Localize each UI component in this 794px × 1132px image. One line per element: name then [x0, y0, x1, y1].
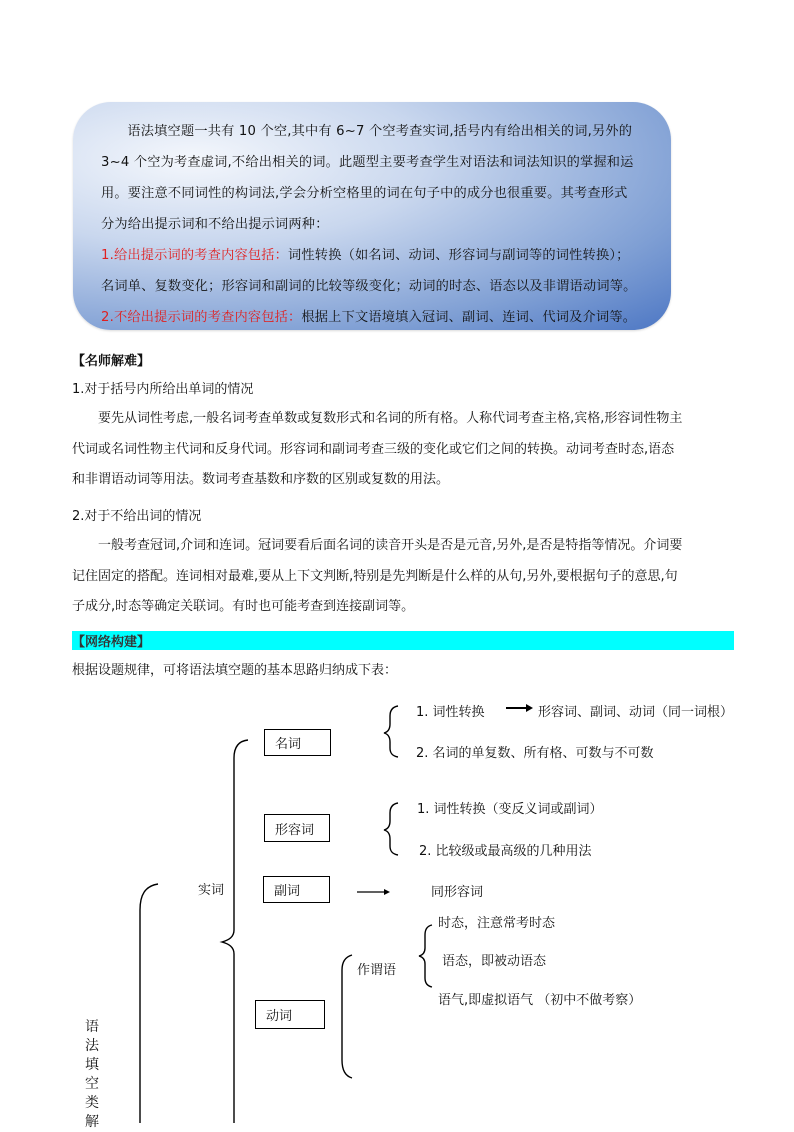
shici-brace: [222, 740, 248, 1123]
intro-line-3: 用。要注意不同词性的构词法,学会分析空格里的词在句子中的成分也很重要。其考查形式: [101, 186, 628, 201]
root-brace: [140, 884, 158, 1123]
verb-item-1: 时态，注意常考时态: [438, 916, 556, 931]
point-2-label: 2.不给出提示词的考查内容包括：: [101, 310, 302, 325]
para-1-line-3: 和非谓语动词等用法。数词考查基数和序数的区别或复数的用法。: [72, 472, 450, 487]
intro-line-2: 3~4 个空为考查虚词,不给出相关的词。此题型主要考查学生对语法和词法知识的掌握和运: [101, 155, 634, 170]
adj-label: 形容词: [275, 822, 315, 838]
point-1-label: 1.给出提示词的考查内容包括：: [101, 248, 289, 263]
adv-target: 同形容词: [431, 885, 484, 900]
teacher-sub-2: 2.对于不给出词的情况: [72, 509, 202, 524]
root-label: 语法填空类解: [85, 1019, 99, 1130]
noun-brace: [384, 706, 398, 757]
adv-label: 副词: [274, 884, 301, 899]
tense-brace: [419, 925, 432, 987]
noun-item-1-target: 形容词、副词、动词（同一词根）: [538, 705, 734, 720]
para-2-line-3: 子成分,时态等确定关联词。有时也可能考查到连接副词等。: [72, 599, 415, 614]
adj-box: [264, 814, 330, 842]
shici-label: 实词: [198, 883, 225, 898]
noun-arrow-head: [526, 704, 533, 712]
network-intro: 根据设题规律，可将语法填空题的基本思路归纳成下表：: [72, 663, 398, 678]
adv-arrow-head: [384, 889, 390, 895]
para-1-line-2: 代词或名词性物主代词和反身代词。形容词和副词考查三级的变化或它们之间的转换。动词考查时态,语态: [72, 441, 675, 457]
para-2-line-2: 记住固定的搭配。连词相对最难,要从上下文判断,特别是先判断是什么样的从句,另外,要根据句子的意思,句: [72, 568, 678, 584]
verb-label: 动词: [266, 1009, 293, 1024]
verb-item-2: 语态，即被动语态: [442, 954, 547, 969]
noun-item-1: 1. 词性转换: [416, 705, 485, 720]
noun-label: 名词: [275, 737, 302, 752]
predicate-brace: [342, 955, 352, 1078]
noun-box: [264, 729, 331, 756]
noun-item-2: 2. 名词的单复数、所有格、可数与不可数: [416, 746, 654, 761]
predicate-label: 作谓语: [357, 963, 397, 978]
adj-item-1: 1. 词性转换（变反义词或副词）: [417, 802, 603, 817]
point-2-text: 根据上下文语境填入冠词、副词、连词、代词及介词等。: [301, 310, 637, 325]
teacher-heading: 【名师解难】: [72, 354, 151, 369]
adv-box: [263, 876, 330, 903]
intro-line-4: 分为给出提示词和不给出提示词两种：: [101, 217, 329, 232]
point-1-text: 词性转换（如名词、动词、形容词与副词等的词性转换）；: [288, 248, 630, 263]
intro-point-1-cont: 名词单、复数变化；形容词和副词的比较等级变化；动词的时态、语态以及非谓语动词等。: [101, 279, 637, 294]
adj-brace: [384, 803, 398, 855]
network-heading: 【网络构建】: [72, 635, 151, 650]
para-2-line-1: 一般考查冠词,介词和连词。冠词要看后面名词的读音开头是否是元音,另外,是否是特指等情况。介词要: [98, 538, 683, 553]
adj-item-2: 2. 比较级或最高级的几种用法: [419, 844, 592, 859]
teacher-sub-1: 1.对于括号内所给出单词的情况: [72, 382, 254, 397]
intro-line-1: 语法填空题一共有 10 个空,其中有 6~7 个空考查实词,括号内有给出相关的词,另外的: [127, 124, 633, 139]
verb-box: [255, 1000, 325, 1029]
verb-item-3: 语气,即虚拟语气 （初中不做考察）: [438, 993, 642, 1008]
para-1-line-1: 要先从词性考虑,一般名词考查单数或复数形式和名词的所有格。人称代词考查主格,宾格,形容词性物主: [98, 411, 683, 426]
